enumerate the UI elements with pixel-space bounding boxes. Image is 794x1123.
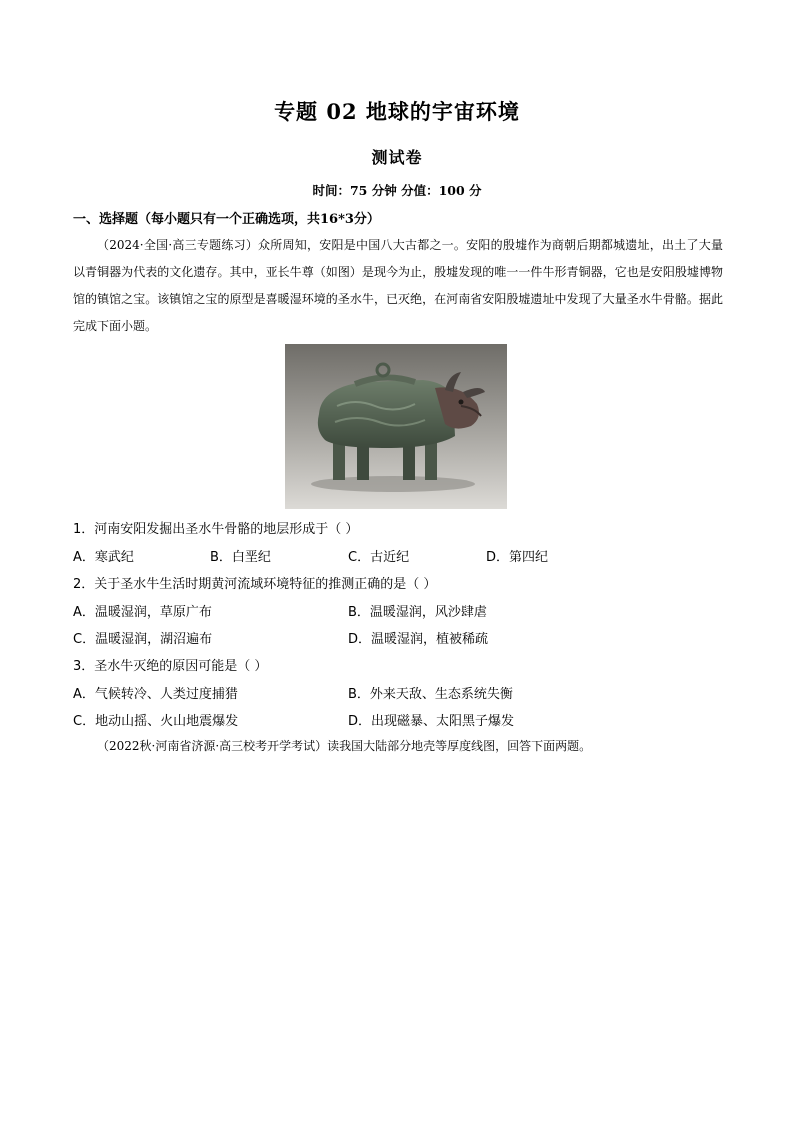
question-3-option-a[interactable]: A．气候转冷、人类过度捕猎 [73,687,238,702]
question-3-stem: 3．圣水牛灭绝的原因可能是（ ） [73,659,268,674]
question-1-option-a[interactable]: A．寒武纪 [73,550,134,565]
question-3-option-d[interactable]: D．出现磁暴、太阳黑子爆发 [348,714,515,729]
question-3-option-c[interactable]: C．地动山摇、火山地震爆发 [73,714,239,729]
question-3-option-b[interactable]: B．外来天敌、生态系统失衡 [348,687,513,702]
question-1-stem: 1．河南安阳发掘出圣水牛骨骼的地层形成于（ ） [73,522,359,537]
question-2-option-d[interactable]: D．温暖湿润，植被稀疏 [348,632,489,647]
question-2-option-b[interactable]: B．温暖湿润，风沙肆虐 [348,605,487,620]
question-1-option-b[interactable]: B．白垩纪 [210,550,271,565]
exam-meta: 时间：75 分钟 分值：100 分 [312,183,482,198]
page-subtitle: 测试卷 [371,148,423,167]
question-2-option-a[interactable]: A．温暖湿润，草原广布 [73,605,212,620]
question-1-option-d[interactable]: D．第四纪 [486,550,549,565]
reading-passage-2: （2022秋·河南省济源·高三校考开学考试）读我国大陆部分地壳等厚度线图，回答下面两题。 [97,739,592,753]
bronze-ox-figure [285,344,507,509]
section-heading: 一、选择题（每小题只有一个正确选项，共16*3分） [73,212,380,227]
question-2-option-c[interactable]: C．温暖湿润，湖沼遍布 [73,632,213,647]
question-2-stem: 2．关于圣水牛生活时期黄河流域环境特征的推测正确的是（ ） [73,577,437,592]
question-1-option-c[interactable]: C．古近纪 [348,550,410,565]
page-title: 专题 02 地球的宇宙环境 [274,99,520,124]
reading-passage: （2024·全国·高三专题练习）众所周知，安阳是中国八大古都之一。安阳的殷墟作为商朝后期都城遗址，出土了大量以青铜器为代表的文化遗存。其中，亚长牛尊（如图）是现今为止，殷墟发现的唯一一件牛形青铜器，它也是安阳殷墟博物馆的镇馆之宝。该镇馆之宝的原型是喜暖湿环境的圣水牛，已灭绝，在河南省安阳殷墟遗址中发现了大量圣水牛骨骼。据此完成下面小题。 [73,238,723,333]
bronze-ox-zun-icon [285,344,507,509]
